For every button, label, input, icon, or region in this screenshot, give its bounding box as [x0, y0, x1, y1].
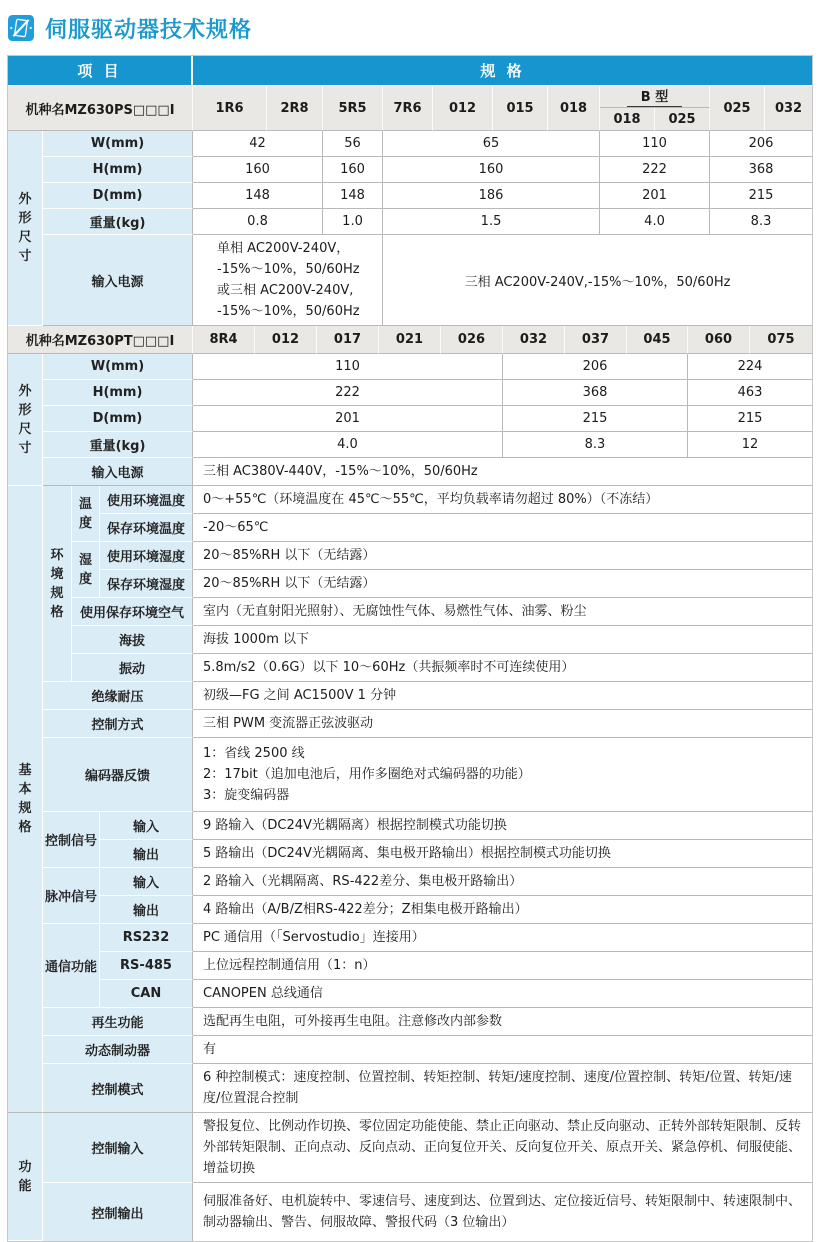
value-cell: 222 — [193, 380, 503, 406]
pt-model-row — [8, 326, 812, 354]
row-label: W(mm) — [43, 131, 193, 157]
table-row — [8, 131, 812, 157]
spec-table — [7, 55, 813, 1242]
pt-power-row — [8, 458, 812, 486]
row-label: 输入 — [100, 812, 193, 840]
value-cell: 4.0 — [193, 432, 503, 458]
table-row — [8, 157, 812, 183]
table-row — [8, 432, 812, 458]
table-row — [8, 1036, 812, 1064]
value-cell: -20～65℃ — [193, 514, 812, 542]
value-cell: 160 — [383, 157, 600, 183]
pt-col: 021 — [379, 326, 441, 354]
table-row — [8, 1064, 812, 1113]
ps-col: 018 — [548, 86, 600, 131]
value-cell: 186 — [383, 183, 600, 209]
ps-col: 015 — [493, 86, 548, 131]
table-row — [8, 1113, 812, 1183]
value-cell: 20～85%RH 以下（无结露） — [193, 542, 812, 570]
table-row — [8, 654, 812, 682]
value-cell: 160 — [323, 157, 383, 183]
value-cell: 1.5 — [383, 209, 600, 235]
row-label: W(mm) — [43, 354, 193, 380]
pt-col: 060 — [688, 326, 750, 354]
table-row — [8, 738, 812, 812]
row-label: 再生功能 — [43, 1008, 193, 1036]
value-cell: 160 — [193, 157, 323, 183]
table-row — [8, 840, 812, 868]
ps-power-single-cell: 单相 AC200V-240V， -15%～10%，50/60Hz 或三相 AC200V-240V, -15%～10%，50/60Hz — [193, 235, 383, 326]
row-label: 海拔 — [72, 626, 193, 654]
temp-group-label: 温度 — [72, 486, 100, 542]
row-label: 动态制动器 — [43, 1036, 193, 1064]
value-cell: CANOPEN 总线通信 — [193, 980, 812, 1008]
basic-side-label: 基本规格 — [8, 486, 43, 1113]
value-cell: 室内（无直射阳光照射）、无腐蚀性气体、易燃性气体、油雾、粉尘 — [193, 598, 812, 626]
column-header-spec: 规 格 — [193, 56, 812, 86]
table-row — [8, 924, 812, 952]
table-row — [8, 542, 812, 570]
ps-col-b-type: B 型 — [600, 86, 710, 108]
value-cell: 148 — [323, 183, 383, 209]
table-row — [8, 626, 812, 654]
table-row — [8, 980, 812, 1008]
value-cell: 5 路输出（DC24V光耦隔离、集电极开路输出）根据控制模式功能切换 — [193, 840, 812, 868]
value-cell: 0.8 — [193, 209, 323, 235]
value-cell: 警报复位、比例动作切换、零位固定功能使能、禁止正向驱动、禁止反向驱动、正转外部转矩限制、反转外部转矩限制、正向点动、反向点动、正向复位开关、反向复位开关、原点开关、紧急停机、伺服使能、增益切换 — [193, 1113, 812, 1183]
value-cell: 206 — [503, 354, 688, 380]
value-cell: 368 — [503, 380, 688, 406]
ps-col: 025 — [710, 86, 765, 131]
row-label: 输入 — [100, 868, 193, 896]
row-label: D(mm) — [43, 183, 193, 209]
row-label: RS-485 — [100, 952, 193, 980]
table-row — [8, 1008, 812, 1036]
value-cell: 224 — [688, 354, 812, 380]
value-cell: 4 路输出（A/B/Z相RS-422差分；Z相集电极开路输出） — [193, 896, 812, 924]
comm-group-label: 通信功能 — [43, 924, 100, 1008]
pt-col: 045 — [627, 326, 688, 354]
table-row — [8, 209, 812, 235]
table-row — [8, 1183, 812, 1241]
value-cell: 0～+55℃（环境温度在 45℃～55℃，平均负载率请勿超过 80%）（不冻结） — [193, 486, 812, 514]
value-cell: 上位远程控制通信用（1：n） — [193, 952, 812, 980]
value-cell: 368 — [710, 157, 812, 183]
table-row — [8, 183, 812, 209]
row-label: 振动 — [72, 654, 193, 682]
ps-model-band — [8, 86, 812, 326]
row-label: 控制方式 — [43, 710, 193, 738]
value-cell: 463 — [688, 380, 812, 406]
table-row — [8, 380, 812, 406]
row-label: 输出 — [100, 896, 193, 924]
ps-b-sub-col: 025 — [655, 108, 710, 131]
value-cell: 8.3 — [503, 432, 688, 458]
row-label: 编码器反馈 — [43, 738, 193, 812]
value-cell: 206 — [710, 131, 812, 157]
row-label: H(mm) — [43, 380, 193, 406]
row-label: 控制模式 — [43, 1064, 193, 1113]
column-header-item: 项 目 — [8, 56, 193, 86]
table-row — [8, 682, 812, 710]
value-cell: PC 通信用（「Servostudio」连接用） — [193, 924, 812, 952]
value-cell: 56 — [323, 131, 383, 157]
ps-power-three-cell: 三相 AC200V-240V,-15%～10%，50/60Hz — [383, 235, 812, 326]
value-cell: 42 — [193, 131, 323, 157]
ps-col: 7R6 — [383, 86, 433, 131]
row-label: 绝缘耐压 — [43, 682, 193, 710]
value-cell: 20～85%RH 以下（无结露） — [193, 570, 812, 598]
value-cell: 4.0 — [600, 209, 710, 235]
table-row — [8, 868, 812, 896]
ps-model-row — [8, 86, 812, 108]
table-row — [8, 354, 812, 380]
value-cell: 9 路输入（DC24V光耦隔离）根据控制模式功能切换 — [193, 812, 812, 840]
pt-model-name: 机种名MZ630PT□□□I — [8, 326, 193, 354]
pt-side-label: 外形尺寸 — [8, 354, 43, 486]
value-cell: 2 路输入（光耦隔离、RS-422差分、集电极开路输出） — [193, 868, 812, 896]
table-row — [8, 598, 812, 626]
pt-power-cell: 三相 AC380V-440V，-15%～10%，50/60Hz — [193, 458, 812, 486]
ps-col: 1R6 — [193, 86, 267, 131]
encoder-feedback-cell: 1：省线 2500 线 2：17bit（追加电池后，用作多圈绝对式编码器的功能） 3：旋变编码器 — [193, 738, 812, 812]
pt-col: 032 — [503, 326, 565, 354]
ps-col: 2R8 — [267, 86, 323, 131]
function-side-label: 功能 — [8, 1113, 43, 1241]
pt-col: 8R4 — [193, 326, 255, 354]
value-cell: 110 — [193, 354, 503, 380]
pt-col: 037 — [565, 326, 627, 354]
table-row — [8, 952, 812, 980]
row-label: D(mm) — [43, 406, 193, 432]
value-cell: 海拔 1000m 以下 — [193, 626, 812, 654]
table-row — [8, 406, 812, 432]
control-signal-group-label: 控制信号 — [43, 812, 100, 868]
value-cell: 伺服准备好、电机旋转中、零速信号、速度到达、位置到达、定位接近信号、转矩限制中、转速限制中、制动器输出、警告、伺服故障、警报代码（3 位输出） — [193, 1183, 812, 1241]
row-label: 重量(kg) — [43, 209, 193, 235]
row-label: 控制输出 — [43, 1183, 193, 1241]
table-row — [8, 896, 812, 924]
ps-model-name: 机种名MZ630PS□□□I — [8, 86, 193, 131]
env-group-label: 环境规格 — [43, 486, 72, 682]
humidity-group-label: 湿度 — [72, 542, 100, 598]
table-row — [8, 486, 812, 514]
servo-logo-icon — [8, 15, 34, 41]
function-band — [8, 1113, 812, 1241]
value-cell: 三相 PWM 变流器正弦波驱动 — [193, 710, 812, 738]
table-row — [8, 812, 812, 840]
ps-col: 032 — [765, 86, 812, 131]
pt-col: 075 — [750, 326, 812, 354]
row-label: 使用环境温度 — [100, 486, 193, 514]
row-label: 控制输入 — [43, 1113, 193, 1183]
value-cell: 222 — [600, 157, 710, 183]
pt-col: 017 — [317, 326, 379, 354]
row-label: RS232 — [100, 924, 193, 952]
basic-spec-band — [8, 486, 812, 1113]
row-label: 输入电源 — [43, 458, 193, 486]
value-cell: 215 — [710, 183, 812, 209]
page-header — [0, 0, 820, 47]
value-cell: 215 — [688, 406, 812, 432]
table-header-band — [8, 56, 812, 86]
value-cell: 201 — [193, 406, 503, 432]
table-row — [8, 710, 812, 738]
value-cell: 初级—FG 之间 AC1500V 1 分钟 — [193, 682, 812, 710]
value-cell: 5.8m/s2（0.6G）以下 10～60Hz（共振频率时不可连续使用） — [193, 654, 812, 682]
row-label: 保存环境湿度 — [100, 570, 193, 598]
value-cell: 1.0 — [323, 209, 383, 235]
table-row — [8, 570, 812, 598]
row-label: 保存环境温度 — [100, 514, 193, 542]
row-label: 使用保存环境空气 — [72, 598, 193, 626]
value-cell: 有 — [193, 1036, 812, 1064]
row-label: H(mm) — [43, 157, 193, 183]
pt-model-band — [8, 326, 812, 486]
value-cell: 148 — [193, 183, 323, 209]
value-cell: 215 — [503, 406, 688, 432]
value-cell: 65 — [383, 131, 600, 157]
page-title: 伺服驱动器技术规格 — [45, 17, 253, 43]
pt-col: 026 — [441, 326, 503, 354]
row-label: 输入电源 — [43, 235, 193, 326]
row-label: 输出 — [100, 840, 193, 868]
value-cell: 110 — [600, 131, 710, 157]
value-cell: 8.3 — [710, 209, 812, 235]
value-cell: 201 — [600, 183, 710, 209]
ps-power-row — [8, 235, 812, 326]
row-label: 重量(kg) — [43, 432, 193, 458]
ps-side-label: 外形尺寸 — [8, 131, 43, 326]
row-label: CAN — [100, 980, 193, 1008]
value-cell: 6 种控制模式：速度控制、位置控制、转矩控制、转矩/速度控制、速度/位置控制、转矩/位置、转矩/速度/位置混合控制 — [193, 1064, 812, 1113]
ps-b-sub-col: 018 — [600, 108, 655, 131]
table-row — [8, 514, 812, 542]
value-cell: 12 — [688, 432, 812, 458]
row-label: 使用环境湿度 — [100, 542, 193, 570]
ps-col: 012 — [433, 86, 493, 131]
value-cell: 选配再生电阻，可外接再生电阻。注意修改内部参数 — [193, 1008, 812, 1036]
pulse-signal-group-label: 脉冲信号 — [43, 868, 100, 924]
pt-col: 012 — [255, 326, 317, 354]
ps-col: 5R5 — [323, 86, 383, 131]
